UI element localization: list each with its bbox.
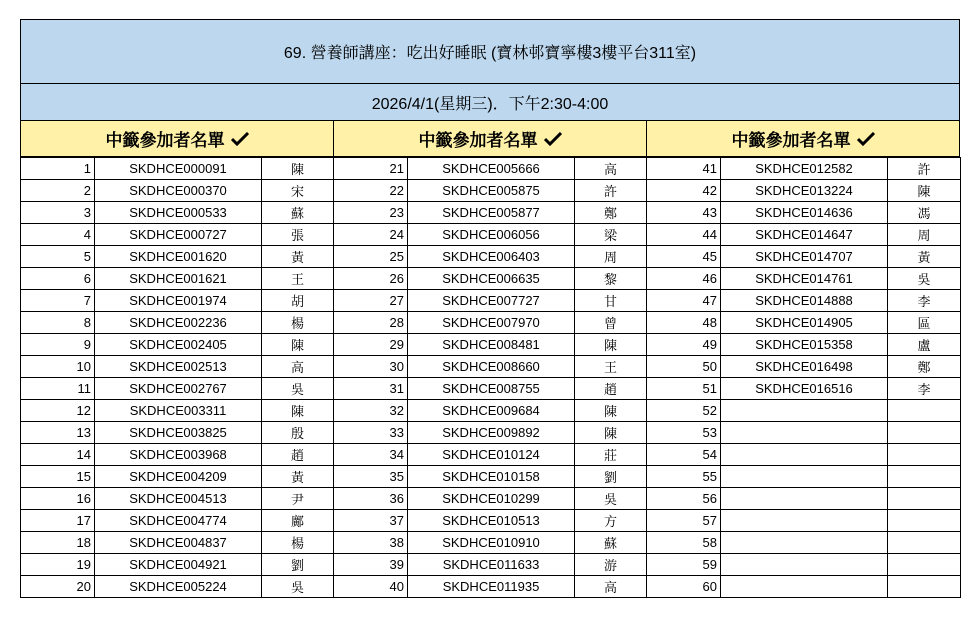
participant-code: SKDHCE001621 — [95, 268, 262, 290]
participant-surname: 吳 — [888, 268, 961, 290]
row-number: 47 — [647, 290, 721, 312]
table-row — [21, 554, 961, 576]
participant-surname: 陳 — [888, 180, 961, 202]
participant-code: SKDHCE016498 — [721, 356, 888, 378]
column-header-2 — [334, 121, 647, 157]
row-number: 53 — [647, 422, 721, 444]
row-number: 19 — [21, 554, 95, 576]
participant-code: SKDHCE003968 — [95, 444, 262, 466]
row-number: 4 — [21, 224, 95, 246]
event-date: 2026/4/1(星期三)．下午2:30-4:00 — [20, 84, 960, 121]
participant-surname: 區 — [888, 312, 961, 334]
row-number: 48 — [647, 312, 721, 334]
row-number: 50 — [647, 356, 721, 378]
table-row — [21, 202, 961, 224]
participant-surname: 陳 — [262, 400, 334, 422]
participant-code: SKDHCE003825 — [95, 422, 262, 444]
participant-code: SKDHCE013224 — [721, 180, 888, 202]
participant-surname — [888, 488, 961, 510]
row-number: 52 — [647, 400, 721, 422]
participant-surname: 鄺 — [262, 510, 334, 532]
row-number: 16 — [21, 488, 95, 510]
participant-code — [721, 422, 888, 444]
participant-code: SKDHCE000091 — [95, 158, 262, 180]
table-row — [21, 224, 961, 246]
participant-code — [721, 532, 888, 554]
participant-code: SKDHCE008755 — [408, 378, 575, 400]
row-number: 46 — [647, 268, 721, 290]
table-row — [21, 246, 961, 268]
participant-surname: 尹 — [262, 488, 334, 510]
participant-code: SKDHCE004513 — [95, 488, 262, 510]
event-title: 69. 營養師講座：吃出好睡眠 (寶林邨寶寧樓3樓平台311室) — [20, 19, 960, 84]
participant-surname: 吳 — [262, 378, 334, 400]
row-number: 51 — [647, 378, 721, 400]
participant-surname: 周 — [888, 224, 961, 246]
participant-surname: 蘇 — [575, 532, 647, 554]
row-number: 54 — [647, 444, 721, 466]
participant-code: SKDHCE008660 — [408, 356, 575, 378]
participant-surname — [888, 422, 961, 444]
row-number: 31 — [334, 378, 408, 400]
row-number: 10 — [21, 356, 95, 378]
row-number: 43 — [647, 202, 721, 224]
column-header-1 — [21, 121, 334, 157]
participant-code: SKDHCE002767 — [95, 378, 262, 400]
participant-code: SKDHCE000727 — [95, 224, 262, 246]
participant-surname: 許 — [575, 180, 647, 202]
row-number: 30 — [334, 356, 408, 378]
participant-code: SKDHCE004921 — [95, 554, 262, 576]
participant-surname: 王 — [575, 356, 647, 378]
row-number: 26 — [334, 268, 408, 290]
participant-surname: 李 — [888, 290, 961, 312]
winner-list-sheet — [20, 19, 960, 598]
row-number: 56 — [647, 488, 721, 510]
participant-code: SKDHCE008481 — [408, 334, 575, 356]
participant-surname: 陳 — [575, 422, 647, 444]
table-row — [21, 268, 961, 290]
row-number: 36 — [334, 488, 408, 510]
participant-code: SKDHCE003311 — [95, 400, 262, 422]
row-number: 58 — [647, 532, 721, 554]
participant-surname: 許 — [888, 158, 961, 180]
participant-surname: 趙 — [262, 444, 334, 466]
participant-surname: 吳 — [575, 488, 647, 510]
participant-code: SKDHCE012582 — [721, 158, 888, 180]
participant-surname: 楊 — [262, 532, 334, 554]
participant-code: SKDHCE005877 — [408, 202, 575, 224]
participant-code — [721, 466, 888, 488]
participant-surname: 游 — [575, 554, 647, 576]
row-number: 42 — [647, 180, 721, 202]
row-number: 22 — [334, 180, 408, 202]
row-number: 9 — [21, 334, 95, 356]
participant-surname: 李 — [888, 378, 961, 400]
participant-surname: 黃 — [262, 246, 334, 268]
row-number: 38 — [334, 532, 408, 554]
row-number: 21 — [334, 158, 408, 180]
participant-code: SKDHCE002236 — [95, 312, 262, 334]
participant-code — [721, 576, 888, 598]
participant-surname: 趙 — [575, 378, 647, 400]
participant-surname: 陳 — [262, 334, 334, 356]
participant-surname — [888, 466, 961, 488]
participant-code: SKDHCE014636 — [721, 202, 888, 224]
row-number: 25 — [334, 246, 408, 268]
participant-code: SKDHCE002513 — [95, 356, 262, 378]
participant-surname: 方 — [575, 510, 647, 532]
participant-surname: 吳 — [262, 576, 334, 598]
table-row — [21, 576, 961, 598]
participant-surname: 黎 — [575, 268, 647, 290]
participant-surname — [888, 510, 961, 532]
row-number: 59 — [647, 554, 721, 576]
participant-code: SKDHCE010124 — [408, 444, 575, 466]
participant-code — [721, 400, 888, 422]
participant-code: SKDHCE014647 — [721, 224, 888, 246]
row-number: 23 — [334, 202, 408, 224]
row-number: 57 — [647, 510, 721, 532]
row-number: 17 — [21, 510, 95, 532]
table-row — [21, 312, 961, 334]
row-number: 37 — [334, 510, 408, 532]
row-number: 3 — [21, 202, 95, 224]
row-number: 11 — [21, 378, 95, 400]
participant-code — [721, 510, 888, 532]
participant-surname: 楊 — [262, 312, 334, 334]
row-number: 13 — [21, 422, 95, 444]
winner-table — [20, 157, 961, 598]
participant-surname: 陳 — [575, 334, 647, 356]
participant-surname: 王 — [262, 268, 334, 290]
participant-code: SKDHCE010299 — [408, 488, 575, 510]
participant-code: SKDHCE006403 — [408, 246, 575, 268]
participant-code — [721, 554, 888, 576]
row-number: 5 — [21, 246, 95, 268]
participant-code: SKDHCE001974 — [95, 290, 262, 312]
row-number: 18 — [21, 532, 95, 554]
participant-surname: 劉 — [262, 554, 334, 576]
participant-code: SKDHCE011633 — [408, 554, 575, 576]
participant-code: SKDHCE006635 — [408, 268, 575, 290]
row-number: 6 — [21, 268, 95, 290]
row-number: 49 — [647, 334, 721, 356]
participant-code: SKDHCE007970 — [408, 312, 575, 334]
participant-code: SKDHCE014888 — [721, 290, 888, 312]
table-row — [21, 356, 961, 378]
header-label: 中籤參加者名單 — [418, 131, 538, 150]
participant-surname: 甘 — [575, 290, 647, 312]
table-row — [21, 444, 961, 466]
row-number: 45 — [647, 246, 721, 268]
participant-surname: 胡 — [262, 290, 334, 312]
table-row — [21, 180, 961, 202]
participant-code: SKDHCE014707 — [721, 246, 888, 268]
participant-surname: 劉 — [575, 466, 647, 488]
participant-surname: 鄭 — [575, 202, 647, 224]
row-number: 24 — [334, 224, 408, 246]
participant-code: SKDHCE004837 — [95, 532, 262, 554]
participant-code: SKDHCE014761 — [721, 268, 888, 290]
row-number: 40 — [334, 576, 408, 598]
participant-surname: 周 — [575, 246, 647, 268]
header-label: 中籤參加者名單 — [105, 131, 225, 150]
participant-surname: 盧 — [888, 334, 961, 356]
participant-code: SKDHCE002405 — [95, 334, 262, 356]
participant-code: SKDHCE016516 — [721, 378, 888, 400]
participant-code: SKDHCE005666 — [408, 158, 575, 180]
row-number: 28 — [334, 312, 408, 334]
participant-surname: 殷 — [262, 422, 334, 444]
table-row — [21, 422, 961, 444]
participant-code: SKDHCE007727 — [408, 290, 575, 312]
participant-code: SKDHCE010158 — [408, 466, 575, 488]
participant-surname: 宋 — [262, 180, 334, 202]
participant-code: SKDHCE000370 — [95, 180, 262, 202]
row-number: 7 — [21, 290, 95, 312]
participant-code: SKDHCE009892 — [408, 422, 575, 444]
participant-code: SKDHCE015358 — [721, 334, 888, 356]
table-row — [21, 334, 961, 356]
row-number: 60 — [647, 576, 721, 598]
participant-surname: 高 — [575, 576, 647, 598]
row-number: 39 — [334, 554, 408, 576]
participant-code: SKDHCE004774 — [95, 510, 262, 532]
column-header-3 — [647, 121, 960, 157]
checkmark-icon — [544, 132, 562, 146]
participant-code: SKDHCE006056 — [408, 224, 575, 246]
table-row — [21, 488, 961, 510]
participant-surname — [888, 576, 961, 598]
participant-surname — [888, 532, 961, 554]
row-number: 32 — [334, 400, 408, 422]
table-row — [21, 400, 961, 422]
participant-code: SKDHCE010513 — [408, 510, 575, 532]
participant-surname: 馮 — [888, 202, 961, 224]
table-row — [21, 378, 961, 400]
participant-surname: 張 — [262, 224, 334, 246]
row-number: 34 — [334, 444, 408, 466]
table-row — [21, 290, 961, 312]
participant-code: SKDHCE005875 — [408, 180, 575, 202]
participant-code: SKDHCE000533 — [95, 202, 262, 224]
participant-surname: 梁 — [575, 224, 647, 246]
participant-code — [721, 444, 888, 466]
participant-surname: 莊 — [575, 444, 647, 466]
row-number: 15 — [21, 466, 95, 488]
participant-surname — [888, 444, 961, 466]
participant-surname — [888, 554, 961, 576]
column-headers — [20, 121, 960, 157]
table-row — [21, 532, 961, 554]
participant-surname — [888, 400, 961, 422]
row-number: 1 — [21, 158, 95, 180]
table-row — [21, 466, 961, 488]
participant-surname: 陳 — [575, 400, 647, 422]
participant-surname: 黃 — [888, 246, 961, 268]
participant-code: SKDHCE014905 — [721, 312, 888, 334]
checkmark-icon — [857, 132, 875, 146]
participant-code: SKDHCE011935 — [408, 576, 575, 598]
row-number: 27 — [334, 290, 408, 312]
row-number: 55 — [647, 466, 721, 488]
participant-surname: 蘇 — [262, 202, 334, 224]
row-number: 20 — [21, 576, 95, 598]
participant-code: SKDHCE001620 — [95, 246, 262, 268]
participant-code: SKDHCE009684 — [408, 400, 575, 422]
participant-surname: 鄭 — [888, 356, 961, 378]
participant-code: SKDHCE004209 — [95, 466, 262, 488]
participant-code: SKDHCE010910 — [408, 532, 575, 554]
checkmark-icon — [231, 132, 249, 146]
table-row — [21, 158, 961, 180]
row-number: 35 — [334, 466, 408, 488]
header-label: 中籤參加者名單 — [731, 131, 851, 150]
participant-surname: 陳 — [262, 158, 334, 180]
row-number: 8 — [21, 312, 95, 334]
participant-surname: 曾 — [575, 312, 647, 334]
participant-code: SKDHCE005224 — [95, 576, 262, 598]
table-row — [21, 510, 961, 532]
row-number: 33 — [334, 422, 408, 444]
row-number: 14 — [21, 444, 95, 466]
participant-code — [721, 488, 888, 510]
row-number: 29 — [334, 334, 408, 356]
participant-surname: 高 — [262, 356, 334, 378]
row-number: 12 — [21, 400, 95, 422]
row-number: 41 — [647, 158, 721, 180]
row-number: 2 — [21, 180, 95, 202]
participant-surname: 黃 — [262, 466, 334, 488]
row-number: 44 — [647, 224, 721, 246]
participant-surname: 高 — [575, 158, 647, 180]
